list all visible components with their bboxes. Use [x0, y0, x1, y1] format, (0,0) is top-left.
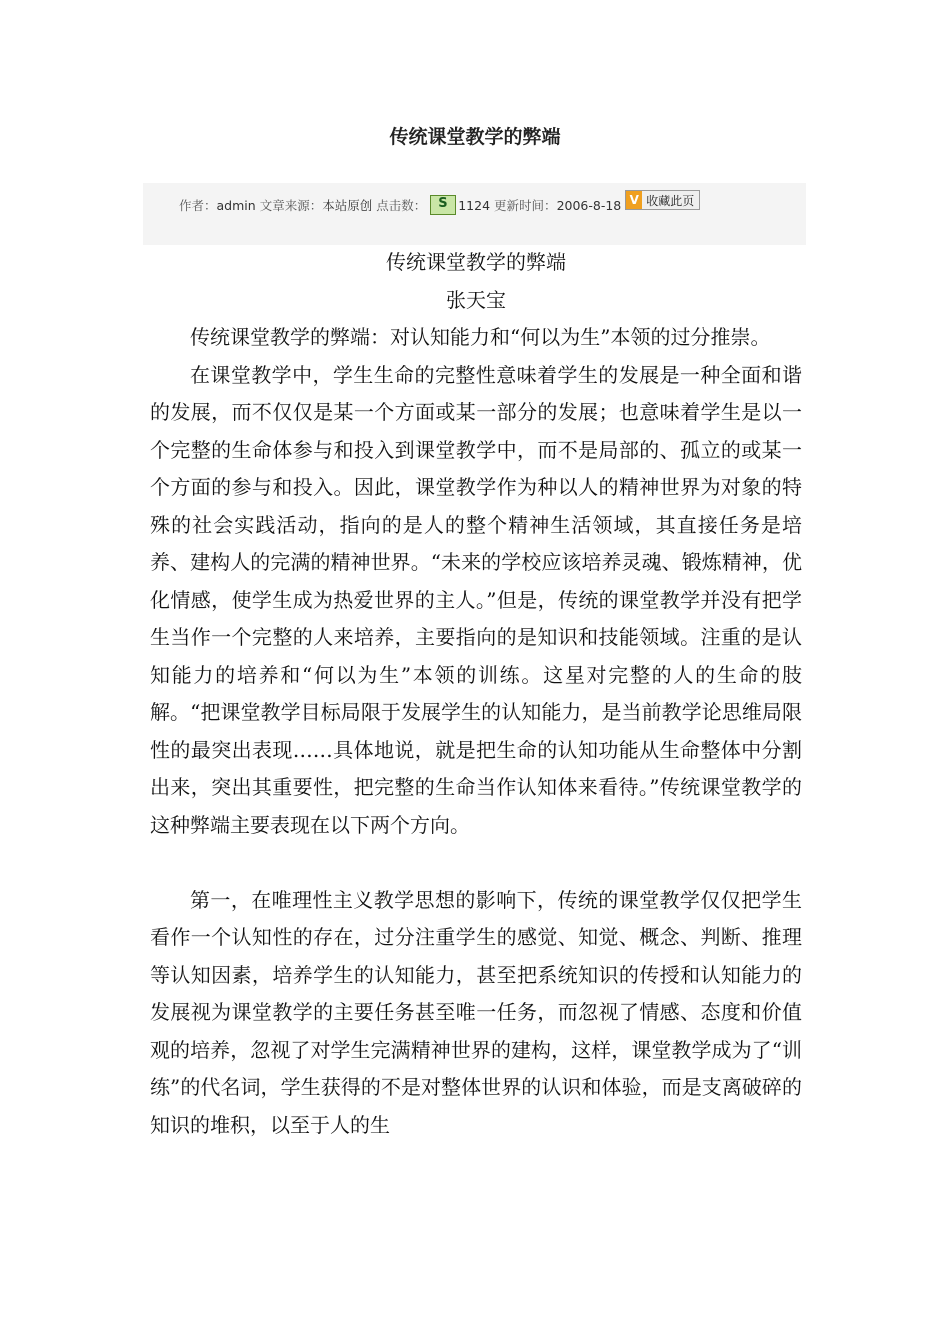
- updated-value: 2006-8-18: [556, 197, 622, 213]
- paragraph-gap: [150, 844, 802, 882]
- article-paragraph: 第一，在唯理性主义教学思想的影响下，传统的课堂教学仅仅把学生看作一个认知性的存在，过分注重学生的感觉、知觉、概念、判断、推理等认知因素，培养学生的认知能力，甚至把系统知识的传授和认知能力的发展视为课堂教学的主要任务甚至唯一任务，而忽视了情感、态度和价值观的培养，忽视了对学生完满精神世界的建构，这样，课堂教学成为了“训练”的代名词，学生获得的不是对整体世界的认识和体验，而是支离破碎的知识的堆积，以至于人的生: [150, 887, 802, 1137]
- hits-label: 点击数：: [376, 198, 427, 213]
- article-paragraph: 在课堂教学中，学生生命的完整性意味着学生的发展是一种全面和谐的发展，而不仅仅是某一个方面或某一部分的发展；也意味着学生是以一个完整的生命体参与和投入到课堂教学中，而不是局部的、孤立的或某一个方面的参与和投入。因此，课堂教学作为种以人的精神世界为对象的特殊的社会实践活动，指向的是人的整个精神生活领域，其直接任务是培养、建构人的完满的精神世界。“未来的学校应该培养灵魂、锻炼精神，优化情感，使学生成为热爱世界的主人。”但是，传统的课堂教学并没有把学生当作一个完整的人来培养，主要指向的是知识和技能领域。注重的是认知能力的培养和“何以为生”本领的训练。这星对完整的人的生命的肢解。“把课堂教学目标局限于发展学生的认知能力，是当前教学论思维局限性的最突出表现……具体地说，就是把生命的认知功能从生命整体中分割出来，突出其重要性，把完整的生命当作认知体来看待。”传统课堂教学的这种弊端主要表现在以下两个方向。: [150, 362, 802, 837]
- v-badge-icon: V: [626, 191, 642, 209]
- article-body: [150, 244, 802, 1144]
- updated-label: 更新时间：: [494, 198, 557, 213]
- hits-value: 1124: [458, 197, 491, 213]
- source-value: 本站原创: [322, 198, 373, 213]
- counter-icon: [430, 195, 456, 215]
- article-author: 张天宝: [446, 287, 506, 312]
- page-title: 传统课堂教学的弊端: [389, 126, 561, 148]
- article-meta-bar: [143, 183, 806, 245]
- article-meta-line: [179, 195, 700, 215]
- add-favorite-label: 收藏此页: [646, 193, 695, 208]
- article-title: 传统课堂教学的弊端: [386, 250, 566, 274]
- add-favorite-button[interactable]: [625, 190, 700, 210]
- author-label: 作者：: [179, 198, 217, 213]
- author-value: admin: [216, 197, 256, 213]
- article-paragraph: 传统课堂教学的弊端：对认知能力和“何以为生”本领的过分推崇。: [190, 325, 771, 349]
- source-label: 文章来源：: [259, 198, 323, 213]
